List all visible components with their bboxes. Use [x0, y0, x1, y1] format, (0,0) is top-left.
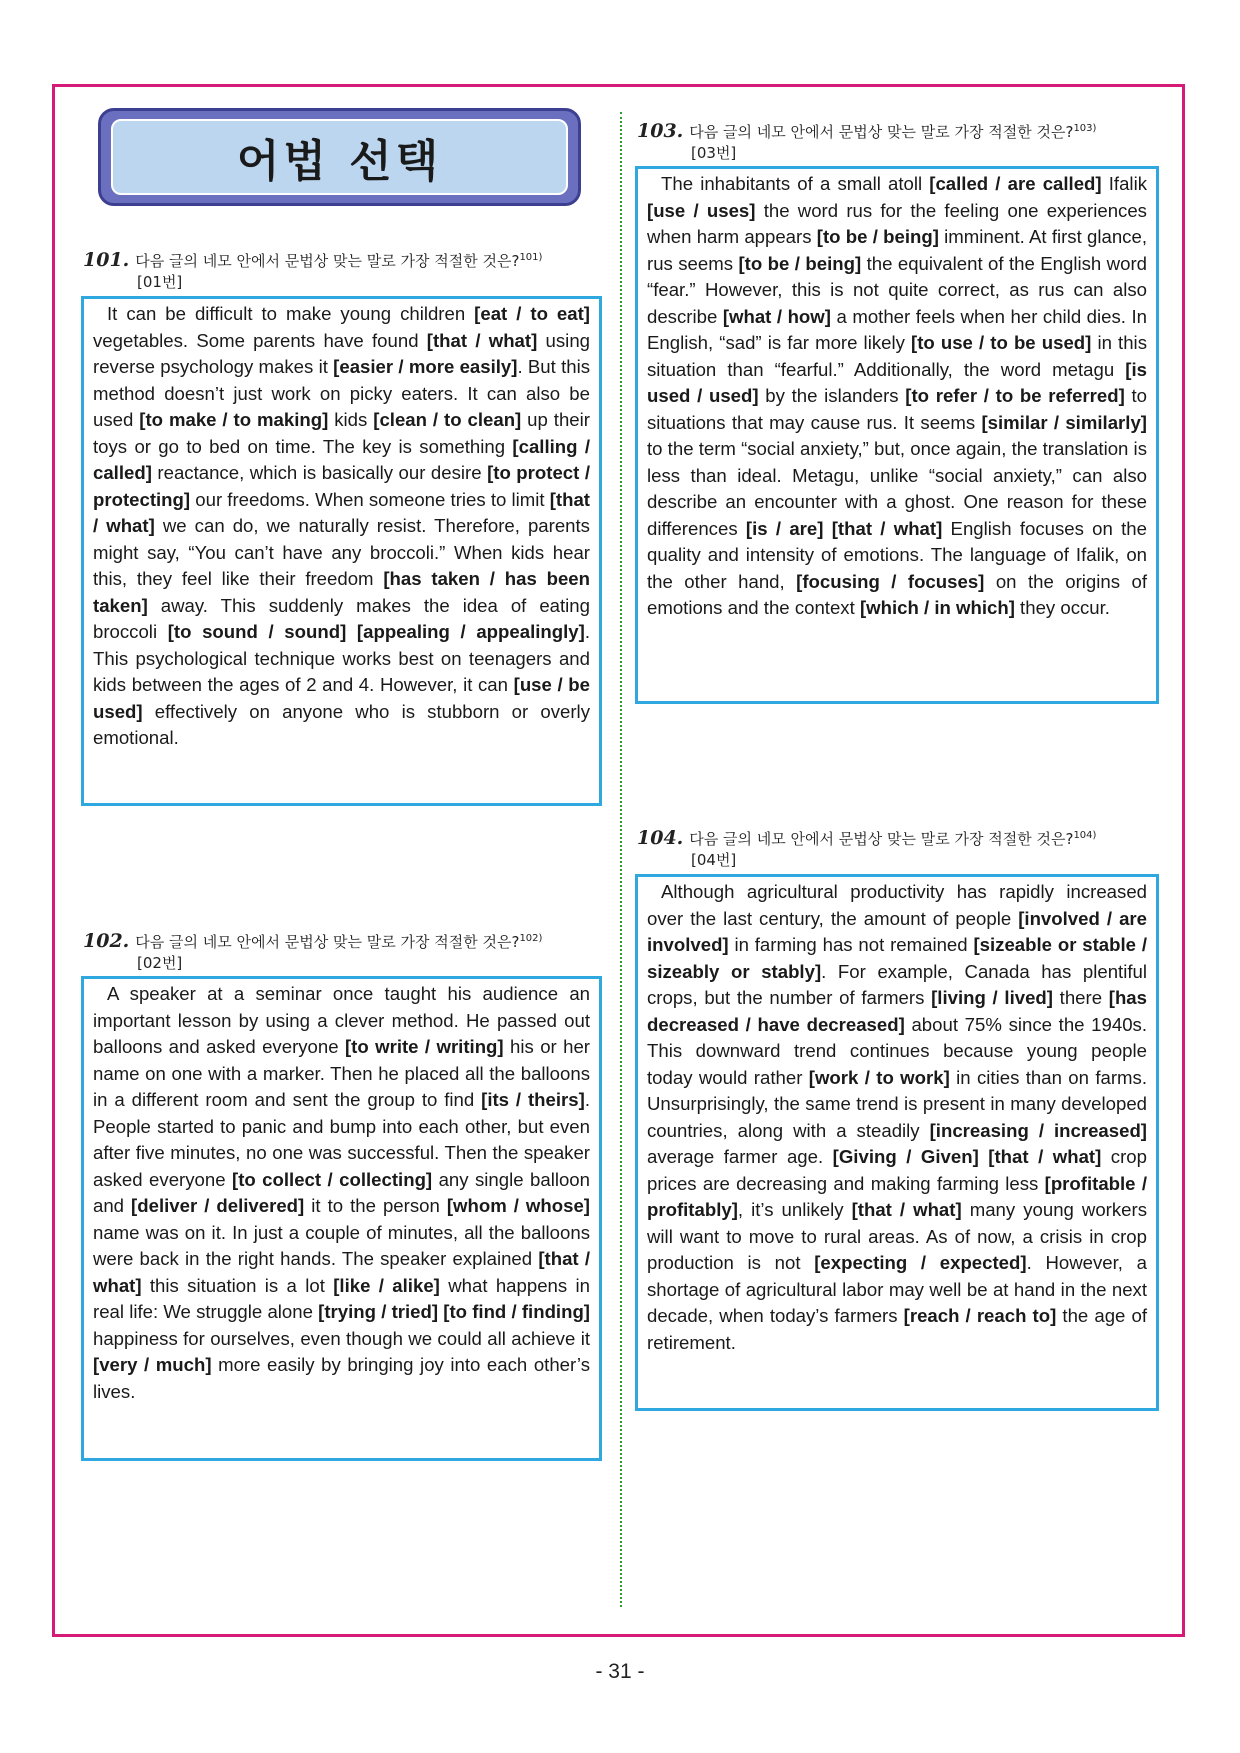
grammar-choice: [to collect / collecting]	[232, 1168, 433, 1190]
grammar-choice: [to write / writing]	[344, 1036, 504, 1057]
grammar-choice: [deliver / delivered]	[131, 1195, 305, 1216]
grammar-choice: [like / alike]	[333, 1274, 440, 1296]
question-header-102	[83, 928, 603, 974]
grammar-choice: [similar / similarly]	[981, 411, 1147, 433]
grammar-choice: [that / what]	[831, 517, 943, 539]
passage-box-104	[635, 874, 1159, 1411]
grammar-choice: [expecting / expected]	[814, 1252, 1027, 1273]
grammar-choice: [to be / being]	[738, 252, 862, 274]
grammar-choice: [has decreased / have decreased]	[647, 987, 1147, 1035]
question-source: [02번]	[137, 954, 183, 972]
grammar-choice: [reach / reach to]	[903, 1305, 1057, 1326]
grammar-choice: [focusing / focuses]	[796, 570, 985, 592]
passage-text: The inhabitants of a small atoll [called / are called] Ifalik [use / uses] the word rus for the feeling one experiences when harm appears [to be / being] imminent. At first glance, rus seems [to be / being] the equivalent of the English word “fear.” However, this is not quite correct, as rus can also describe [what / how] a mother feels when her child dies. In English, “sad” is far more likely [to use / to be used] in this situation than “fearful.” Additionally, the word metagu [is used / used] by the islanders [to refer / to be referred] to situations that may cause rus. It seems [similar / similarly] to the term “social anxiety,” but, once again, the translation is less than ideal. Metagu, unlike “social anxiety,” can also describe an encounter with a ghost. One reason for these differences [is / are] [that / what] English focuses on the quality and intensity of emotions. The language of Ifalik, on the other hand, [focusing / focuses] on the origins of emotions and the context [which / in which] they occur.	[647, 173, 1147, 618]
grammar-choice: [involved / are involved]	[647, 907, 1147, 955]
grammar-choice: [to sound / sound]	[167, 621, 347, 642]
passage-box-103	[635, 166, 1159, 704]
grammar-choice: [living / lived]	[931, 987, 1053, 1008]
grammar-choice: [that / what]	[988, 1146, 1102, 1167]
grammar-choice: [very / much]	[93, 1354, 212, 1375]
footnote-ref: 104)	[1073, 830, 1097, 841]
grammar-choice: [clean / to clean]	[373, 409, 522, 430]
grammar-choice: [what / how]	[722, 305, 831, 327]
question-header-101	[83, 247, 603, 293]
grammar-choice: [to be / being]	[816, 226, 939, 247]
grammar-choice: [to protect / protecting]	[93, 462, 590, 510]
question-header-104	[637, 825, 1167, 871]
grammar-choice: [easier / more easily]	[333, 356, 518, 377]
question-prompt: 다음 글의 네모 안에서 문법상 맞는 말로 가장 적절한 것은?	[135, 933, 520, 951]
grammar-choice: [is used / used]	[647, 358, 1147, 406]
grammar-choice: [that / what]	[93, 1248, 590, 1296]
question-number: 101.	[83, 249, 130, 271]
grammar-choice: [increasing / increased]	[929, 1119, 1148, 1141]
passage-text: A speaker at a seminar once taught his audience an important lesson by using a clever method. He passed out balloons and asked everyone [to write / writing] his or her name on one with a marker. Then he placed all the balloons in a different room and sent the group to find [its / theirs]. People started to panic and bump into each other, but even after five minutes, no one was successful. Then the speaker asked everyone [to collect / collecting] any single balloon and [deliver / delivered] it to the person [whom / whose] name was on it. In just a couple of minutes, all the balloons were back in the right hands. The speaker explained [that / what] this situation is a lot [like / alike] what happens in real life: We struggle alone [trying / tried] [to find / finding] happiness for ourselves, even though we could all achieve it [very / much] more easily by bringing joy into each other’s lives.	[93, 983, 590, 1402]
grammar-choice: [profitable / profitably]	[647, 1172, 1147, 1220]
question-source: [01번]	[137, 273, 183, 291]
page-number: - 31 -	[595, 1660, 645, 1683]
grammar-choice: [appealing / appealingly]	[356, 621, 585, 642]
passage-box-101	[81, 296, 602, 806]
question-prompt: 다음 글의 네모 안에서 문법상 맞는 말로 가장 적절한 것은?	[135, 252, 520, 270]
grammar-choice: [to make / to making]	[139, 409, 329, 430]
question-number: 102.	[83, 930, 130, 952]
grammar-choice: [eat / to eat]	[474, 303, 590, 324]
passage-box-102	[81, 976, 602, 1461]
question-prompt: 다음 글의 네모 안에서 문법상 맞는 말로 가장 적절한 것은?	[689, 123, 1074, 141]
grammar-choice: [sizeable or stable / sizeably or stably]	[647, 934, 1147, 982]
grammar-choice: [called / are called]	[929, 173, 1102, 194]
question-prompt: 다음 글의 네모 안에서 문법상 맞는 말로 가장 적절한 것은?	[689, 830, 1074, 848]
grammar-choice: [Giving / Given]	[832, 1146, 979, 1167]
question-source: [04번]	[691, 851, 737, 869]
grammar-choice: [to refer / to be referred]	[905, 385, 1125, 406]
grammar-choice: [which / in which]	[859, 597, 1015, 618]
grammar-choice: [that / what]	[93, 488, 590, 536]
grammar-choice: [whom / whose]	[446, 1195, 590, 1216]
grammar-choice: [calling / called]	[93, 435, 590, 483]
grammar-choice: [work / to work]	[808, 1066, 950, 1088]
grammar-choice: [to use / to be used]	[911, 332, 1092, 353]
grammar-choice: [that / what]	[426, 329, 538, 351]
footnote-ref: 101)	[519, 252, 543, 263]
passage-text: Although agricultural productivity has rapidly increased over the last century, the amount of people [involved / are involved] in farming has not remained [sizeable or stable / sizeably or stably]. For example, Canada has plentiful crops, but the number of farmers [living / lived] there [has decreased / have decreased] about 75% since the 1940s. This downward trend continues because young people today would rather [work / to work] in cities than on farms. Unsurprisingly, the same trend is present in many developed countries, along with a steadily [increasing / increased] average farmer age. [Giving / Given] [that / what] crop prices are decreasing and making farming less [profitable / profitably], it’s unlikely [that / what] many young workers will want to move to rural areas. As of now, a crisis in crop production is not [expecting / expected]. However, a shortage of agricultural labor may well be at hand in the next decade, when today’s farmers [reach / reach to] the age of retirement.	[647, 881, 1148, 1353]
passage-text: It can be difficult to make young children [eat / to eat] vegetables. Some parents have found [that / what] using reverse psychology makes it [easier / more easily]. But this method doesn’t just work on picky eaters. It can also be used [to make / to making] kids [clean / to clean] up their toys or go to bed on time. The key is something [calling / called] reactance, which is basically our desire [to protect / protecting] our freedoms. When someone tries to limit [that / what] we can do, we naturally resist. Therefore, parents might say, “You can’t have any broccoli.” When kids hear this, they feel like their freedom [has taken / has been taken] away. This suddenly makes the idea of eating broccoli [to sound / sound] [appealing / appealingly]. This psychological technique works best on teenagers and kids between the ages of 2 and 4. However, it can [use / be used] effectively on anyone who is stubborn or overly emotional.	[93, 303, 591, 748]
grammar-choice: [is / are]	[745, 517, 824, 539]
question-source: [03번]	[691, 144, 737, 162]
footnote-ref: 103)	[1073, 123, 1097, 134]
question-number: 103.	[637, 120, 684, 142]
section-title: 어법 선택	[236, 136, 443, 187]
grammar-choice: [use / uses]	[647, 199, 756, 221]
grammar-choice: [that / what]	[851, 1199, 962, 1220]
question-header-103	[637, 118, 1167, 164]
grammar-choice: [its / theirs]	[481, 1089, 585, 1110]
grammar-choice: [use / be used]	[93, 674, 590, 722]
column-divider	[620, 112, 622, 1607]
grammar-choice: [has taken / has been taken]	[93, 568, 590, 616]
grammar-choice: [to find / finding]	[443, 1301, 590, 1322]
section-title-banner	[98, 108, 581, 206]
footnote-ref: 102)	[519, 933, 543, 944]
question-number: 104.	[637, 827, 684, 849]
grammar-choice: [trying / tried]	[318, 1301, 439, 1322]
